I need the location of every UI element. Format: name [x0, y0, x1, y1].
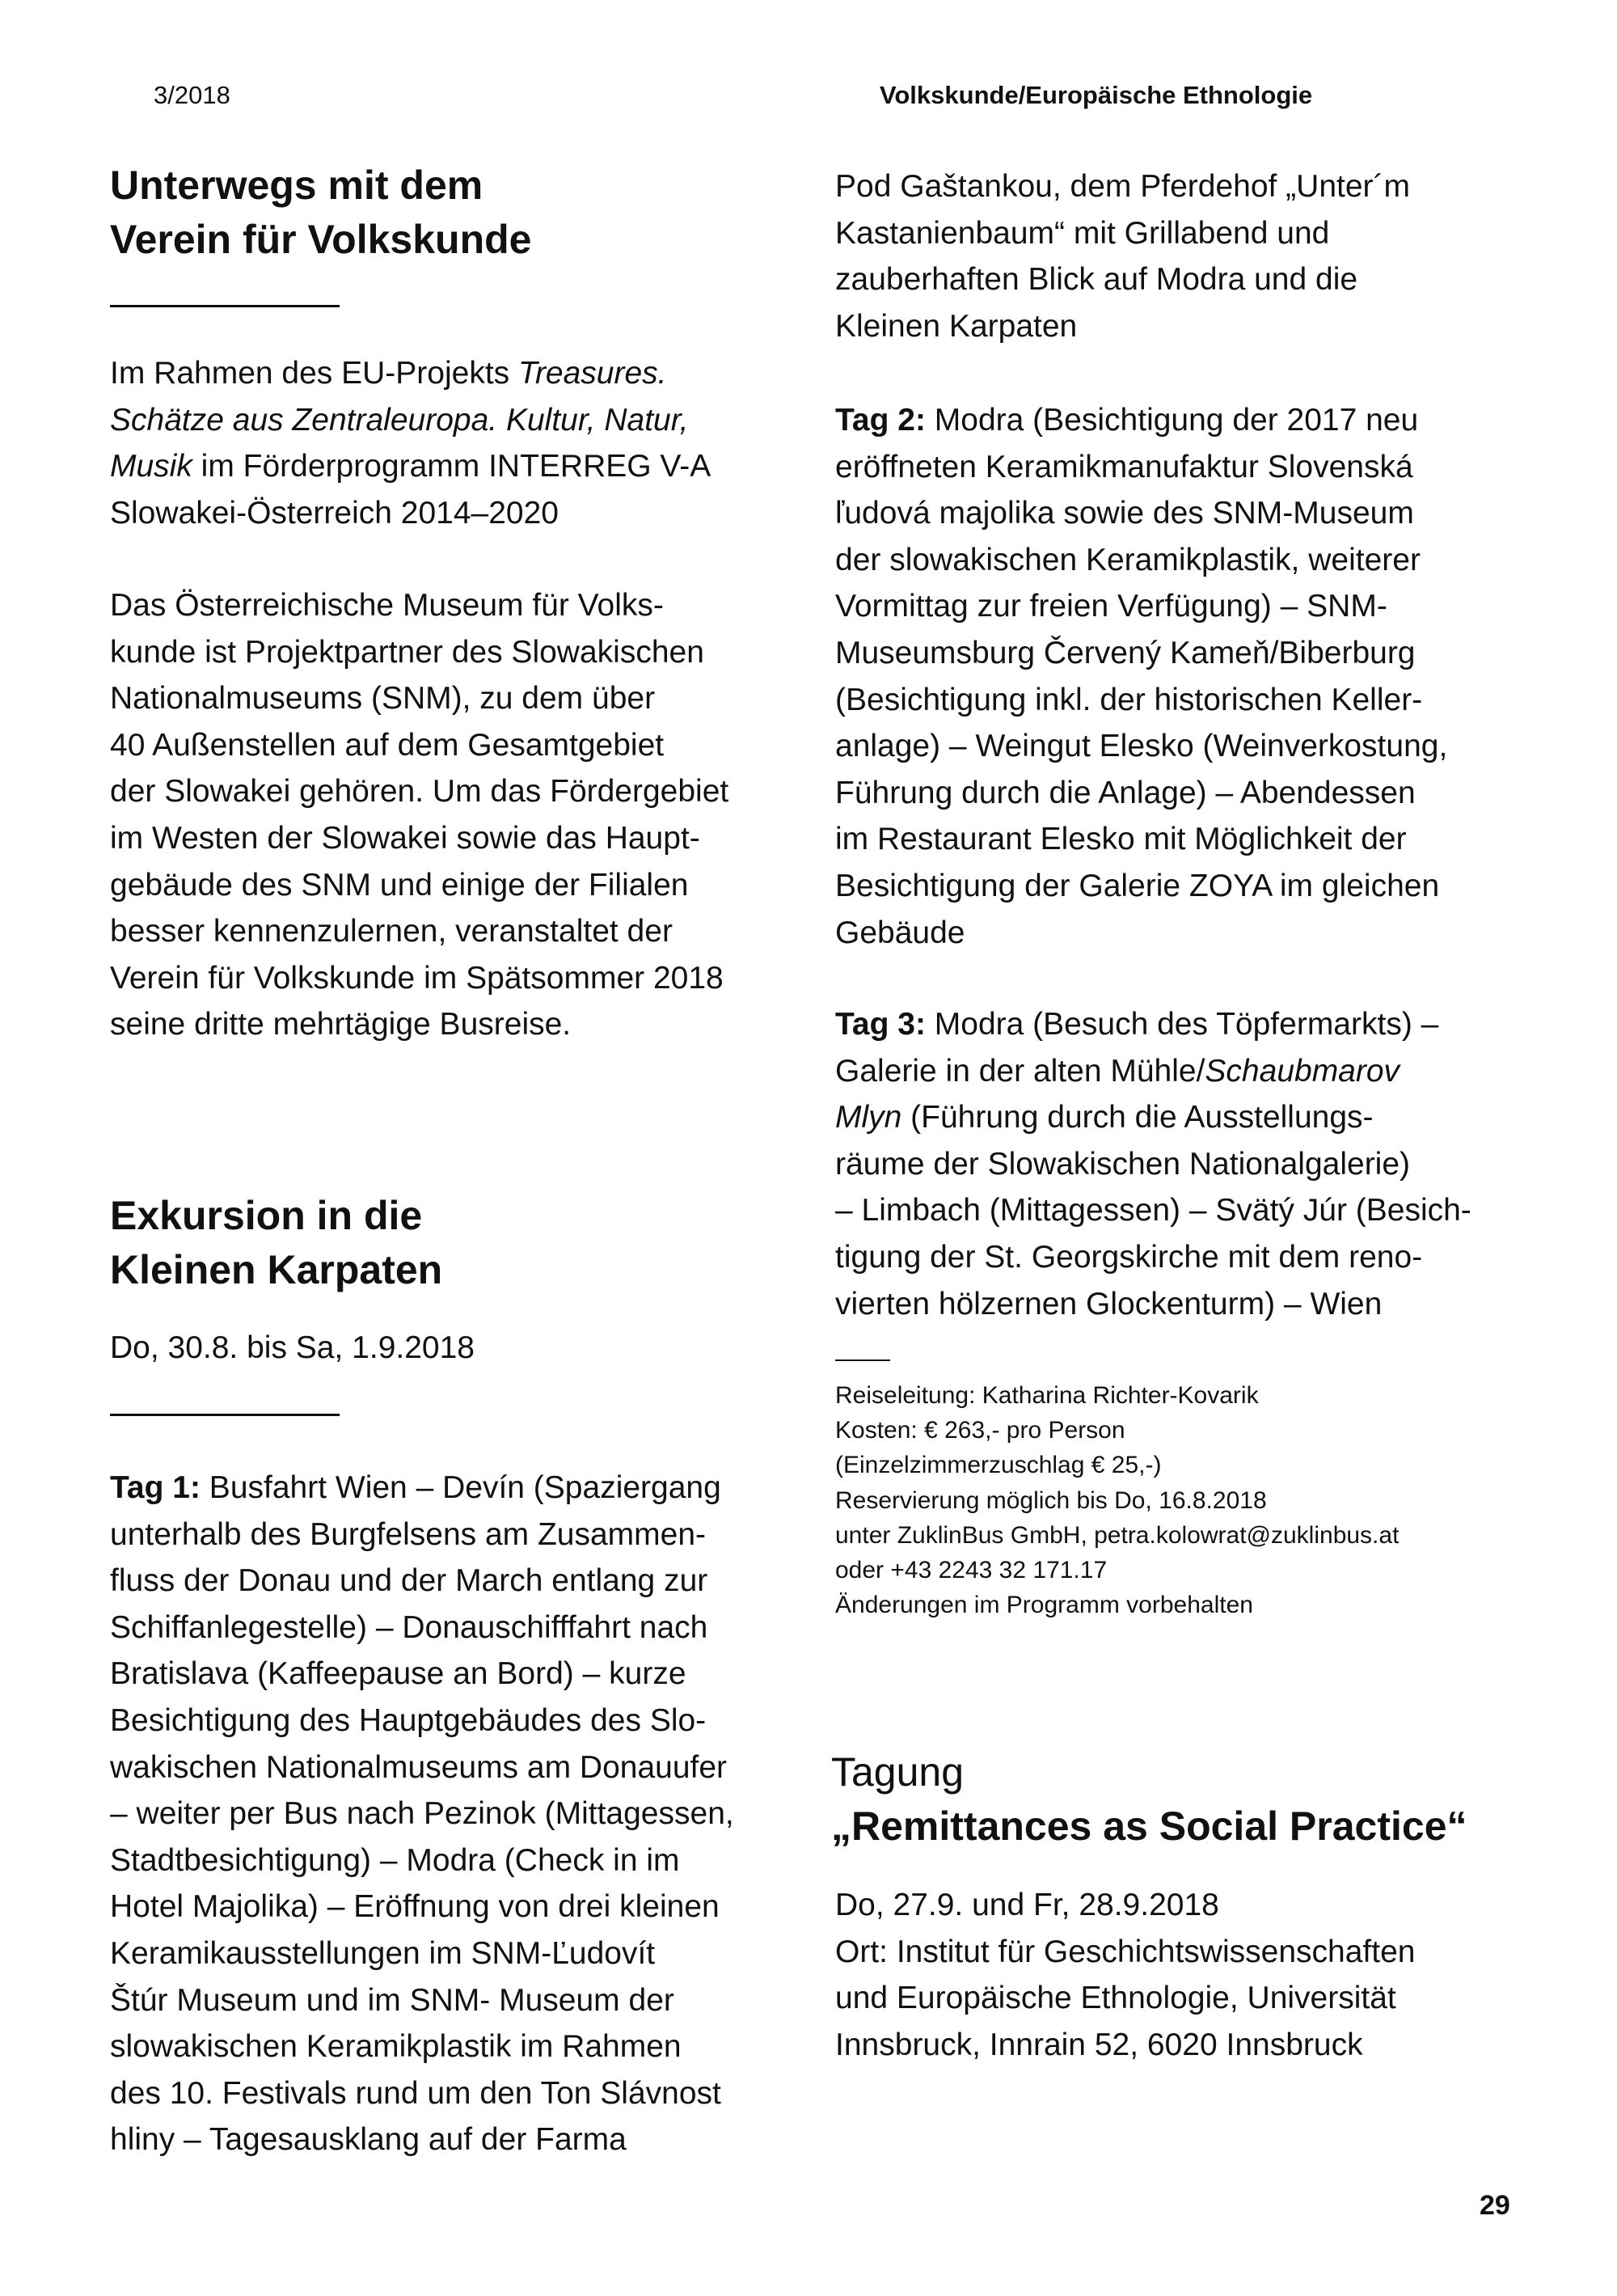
text-segment: Modra (Besichtigung der 2017 neu: [925, 403, 1419, 438]
text-line: [110, 1744, 734, 1791]
title-line: Exkursion in die: [110, 1193, 423, 1238]
text-line: [110, 1605, 734, 1651]
text-line: [835, 1094, 1471, 1141]
text-line: [835, 397, 1447, 444]
text-line: [110, 1837, 734, 1884]
text-segment: Besichtigung des Hauptgebäudes des Slo-: [110, 1702, 707, 1738]
text-line: [835, 816, 1447, 863]
text-line: [110, 1001, 728, 1048]
bold-label: Tag 3:: [835, 1007, 926, 1042]
text-segment: seine dritte mehrtägige Busreise.: [110, 1007, 572, 1042]
text-line: [835, 1141, 1471, 1188]
text-line: [110, 1884, 734, 1930]
info-line: Reiseleitung: Katharina Richter-Kovarik: [835, 1382, 1259, 1409]
text-segment: und Europäische Ethnologie, Universität: [835, 1981, 1396, 2016]
day-3-paragraph: [835, 1001, 1471, 1327]
text-line: [110, 582, 728, 629]
info-line: oder +43 2243 32 171.17: [835, 1557, 1108, 1584]
divider: [110, 305, 340, 307]
text-segment: im Restaurant Elesko mit Möglichkeit der: [835, 822, 1407, 857]
text-segment: tigung der St. Georgskirche mit dem reno-: [835, 1239, 1423, 1275]
text-segment: unterhalb des Burgfelsens am Zusammen-: [110, 1516, 707, 1552]
text-segment: Vormittag zur freien Verfügung) – SNM-: [835, 589, 1387, 624]
text-line: [110, 1465, 734, 1512]
text-segment: (Besichtigung inkl. der historischen Keller-: [835, 682, 1423, 717]
day-1-continued: [835, 163, 1410, 349]
text-segment: Nationalmuseums (SNM), zu dem über: [110, 681, 656, 717]
intro-paragraph: [110, 350, 711, 536]
text-line: [110, 629, 728, 676]
text-segment: des 10. Festivals rund um den Ton Slávnost: [110, 2075, 721, 2111]
text-segment: slowakischen Keramikplastik im Rahmen: [110, 2029, 682, 2065]
text-segment: Pod Gaštankou, dem Pferdehof „Unter´m: [835, 169, 1411, 204]
text-segment: der slowakischen Keramikplastik, weiterer: [835, 542, 1421, 577]
text-segment: Führung durch die Anlage) – Abendessen: [835, 775, 1416, 810]
excursion-title: [110, 1189, 442, 1297]
text-line: [835, 863, 1447, 910]
text-line: [110, 397, 711, 444]
text-line: [110, 350, 711, 397]
body-paragraph: [110, 582, 728, 1048]
text-segment: Ort: Institut für Geschichtswissenschaften: [835, 1934, 1416, 1969]
text-segment: Verein für Volkskunde im Spätsommer 2018: [110, 960, 724, 996]
section-title: Volkskunde/Europäische Ethnologie: [880, 81, 1313, 109]
title-line: Kleinen Karpaten: [110, 1247, 443, 1292]
text-line: [835, 1234, 1471, 1281]
text-line: [835, 210, 1410, 257]
text-line: [110, 1651, 734, 1698]
text-segment: Bratislava (Kaffeepause an Bord) – kurze: [110, 1656, 686, 1692]
text-segment: Im Rahmen des EU-Projekts: [110, 356, 519, 391]
text-segment: Do, 27.9. und Fr, 28.9.2018: [835, 1888, 1219, 1922]
text-line: [835, 256, 1410, 303]
text-segment: Slowakei-Österreich 2014–2020: [110, 495, 559, 531]
italic-text: Mlyn: [835, 1100, 902, 1135]
text-line: [110, 1698, 734, 1744]
text-line: [835, 723, 1447, 770]
text-segment: Galerie in der alten Mühle/: [835, 1053, 1205, 1089]
text-line: [110, 908, 728, 955]
text-segment: eröffneten Keramikmanufaktur Slovenská: [835, 449, 1413, 484]
text-line: [110, 955, 728, 1002]
divider: [110, 1414, 340, 1416]
text-line: [110, 675, 728, 722]
text-line: [835, 630, 1447, 677]
italic-text: Musik: [110, 449, 192, 484]
excursion-date: Do, 30.8. bis Sa, 1.9.2018: [110, 1330, 475, 1365]
text-line: [110, 1791, 734, 1837]
text-line: [110, 722, 728, 769]
text-line: [110, 2116, 734, 2163]
text-line: [835, 2022, 1415, 2069]
conference-details: [835, 1882, 1415, 2068]
info-line: Änderungen im Programm vorbehalten: [835, 1592, 1253, 1619]
title-line: Verein für Volkskunde: [110, 217, 532, 262]
conference-kicker: Tagung: [831, 1749, 965, 1795]
bold-label: Tag 2:: [835, 403, 926, 438]
text-line: [835, 677, 1447, 724]
text-line: [835, 1048, 1471, 1095]
text-segment: besser kennenzulernen, veranstaltet der: [110, 914, 673, 949]
text-line: [110, 443, 711, 490]
text-segment: im Westen der Slowakei sowie das Haupt-: [110, 820, 700, 856]
text-segment: ľudová majolika sowie des SNM-Museum: [835, 496, 1414, 531]
text-segment: Gebäude: [835, 915, 965, 950]
text-segment: im Förderprogramm INTERREG V-A: [192, 449, 711, 484]
day-2-paragraph: [835, 397, 1447, 956]
text-line: [110, 1930, 734, 1977]
text-segment: hliny – Tagesausklang auf der Farma: [110, 2122, 627, 2158]
text-line: [835, 163, 1410, 210]
text-line: [835, 303, 1410, 350]
info-line: unter ZuklinBus GmbH, petra.kolowrat@zuklinbus.at: [835, 1521, 1400, 1549]
text-segment: – Limbach (Mittagessen) – Svätý Júr (Besich-: [835, 1193, 1471, 1228]
text-line: [110, 1512, 734, 1558]
text-line: [110, 862, 728, 909]
text-segment: zauberhaften Blick auf Modra und die: [835, 262, 1358, 298]
text-segment: Besichtigung der Galerie ZOYA im gleichen: [835, 868, 1440, 903]
text-line: [110, 490, 711, 537]
text-segment: 40 Außenstellen auf dem Gesamtgebiet: [110, 727, 665, 763]
article-title: [110, 159, 531, 267]
info-line: Reservierung möglich bis Do, 16.8.2018: [835, 1486, 1267, 1514]
text-line: [835, 1929, 1415, 1976]
text-line: [835, 444, 1447, 491]
text-line: [110, 768, 728, 815]
text-line: [110, 1558, 734, 1605]
divider: [835, 1359, 890, 1361]
text-segment: Keramikausstellungen im SNM-Ľudovít: [110, 1935, 656, 1971]
text-line: [835, 1001, 1471, 1048]
text-line: [835, 490, 1447, 537]
text-segment: Busfahrt Wien – Devín (Spaziergang: [200, 1470, 721, 1505]
text-segment: – weiter per Bus nach Pezinok (Mittagessen,: [110, 1796, 734, 1832]
bold-label: Tag 1:: [110, 1470, 201, 1505]
italic-text: Schaubmarov: [1205, 1053, 1400, 1089]
text-segment: Innsbruck, Innrain 52, 6020 Innsbruck: [835, 2027, 1363, 2062]
text-segment: Štúr Museum und im SNM- Museum der: [110, 1982, 674, 2018]
text-line: [835, 537, 1447, 584]
text-segment: gebäude des SNM und einige der Filialen: [110, 867, 689, 903]
text-segment: kunde ist Projektpartner des Slowakischen: [110, 634, 704, 670]
text-segment: Modra (Besuch des Töpfermarkts) –: [925, 1007, 1439, 1042]
text-line: [835, 1187, 1471, 1234]
text-segment: Das Österreichische Museum für Volks-: [110, 588, 664, 623]
text-line: [835, 910, 1447, 957]
text-segment: Kleinen Karpaten: [835, 308, 1078, 344]
info-line: (Einzelzimmerzuschlag € 25,-): [835, 1452, 1162, 1479]
title-line: Unterwegs mit dem: [110, 163, 483, 208]
info-line: Kosten: € 263,- pro Person: [835, 1417, 1125, 1444]
text-line: [835, 1975, 1415, 2022]
text-line: [835, 770, 1447, 817]
text-line: [110, 2023, 734, 2070]
text-line: [110, 2070, 734, 2117]
text-segment: vierten hölzernen Glockenturm) – Wien: [835, 1286, 1383, 1321]
text-segment: wakischen Nationalmuseums am Donauufer: [110, 1749, 728, 1785]
text-line: [835, 1281, 1471, 1328]
text-line: [835, 1882, 1415, 1929]
day-1-paragraph: [110, 1465, 734, 2163]
italic-text: Schätze aus Zentraleuropa. Kultur, Natur,: [110, 402, 689, 438]
text-segment: fluss der Donau und der March entlang zur: [110, 1563, 708, 1599]
text-segment: der Slowakei gehören. Um das Fördergebiet: [110, 774, 729, 810]
text-segment: Stadtbesichtigung) – Modra (Check in im: [110, 1842, 680, 1878]
page-number: 29: [1480, 2190, 1510, 2221]
trip-info: [835, 1378, 1399, 1622]
text-segment: Hotel Majolika) – Eröffnung von drei kleinen: [110, 1889, 720, 1925]
text-segment: (Führung durch die Ausstellungs-: [901, 1100, 1374, 1135]
text-segment: Schiffanlegestelle) – Donauschifffahrt nach: [110, 1609, 708, 1645]
text-segment: Museumsburg Červený Kameň/Biberburg: [835, 635, 1416, 670]
text-line: [835, 583, 1447, 630]
text-segment: anlage) – Weingut Elesko (Weinverkostung,: [835, 729, 1448, 764]
text-line: [110, 1977, 734, 2024]
text-segment: räume der Slowakischen Nationalgalerie): [835, 1146, 1411, 1182]
text-line: [110, 815, 728, 862]
italic-text: Treasures.: [518, 356, 667, 391]
conference-title: „Remittances as Social Practice“: [831, 1803, 1467, 1849]
issue-number: 3/2018: [154, 81, 230, 109]
text-segment: Kastanienbaum“ mit Grillabend und: [835, 215, 1330, 251]
